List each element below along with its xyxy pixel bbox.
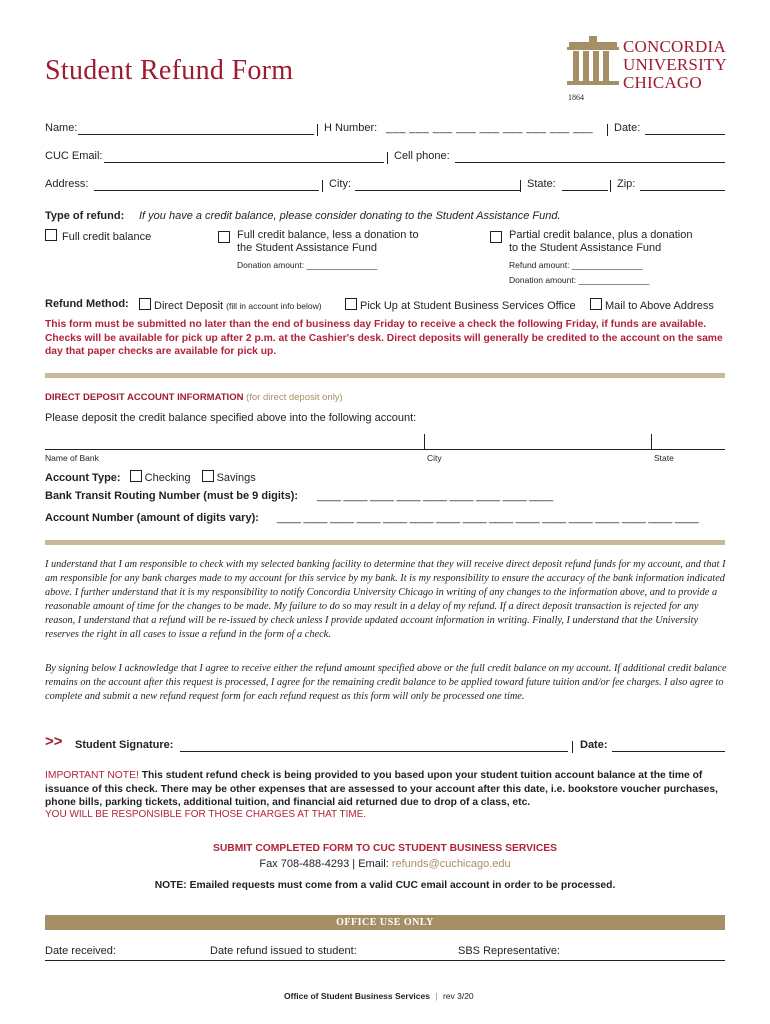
mail-label: Mail to Above Address [605,300,714,312]
submit-email-link[interactable]: refunds@cuchicago.edu [391,858,511,870]
divider [387,152,388,164]
direct-deposit-heading-text: DIRECT DEPOSIT ACCOUNT INFORMATION [45,392,244,403]
bank-info-field[interactable] [45,449,725,450]
zip-field[interactable] [640,190,725,191]
checking-label: Checking [144,472,191,484]
method-mail[interactable] [590,298,714,312]
pickup-label: Pick Up at Student Business Services Office [360,300,576,312]
university-logo [565,36,735,108]
agreement-paragraph-2: By signing below I acknowledge that I agree to receive either the refund amount specified above or the full credit balance on my account. If additional credit balance remains on the account after this request is processed, I agree for the remaining credit balance to be applied toward future tuition and/or fee charges. I also agree to complete and submit a new refund request form for each refund request as this form will only be processed one time. [45,663,727,702]
divider [424,434,425,449]
full-credit-label: Full credit balance [62,231,152,243]
partial-credit-line2: to the Student Assistance Fund [509,242,662,254]
divider [322,180,323,192]
direct-deposit-heading [45,392,343,403]
signature-field[interactable] [180,751,568,752]
address-label: Address: [45,178,89,190]
checking-checkbox[interactable] [130,470,142,482]
account-number-label: Account Number (amount of digits vary): [45,512,259,524]
date-issued-label: Date refund issued to student: [210,945,357,957]
bank-state-label: State [654,453,674,463]
bank-city-label: City [427,453,442,463]
section-divider [45,540,725,545]
name-label: Name: [45,122,78,134]
routing-field[interactable]: ____ ____ ____ ____ ____ ____ ____ ____ ____ [317,490,553,502]
divider [651,434,652,449]
phone-label: Cell phone: [394,150,450,162]
columns-icon [567,36,619,92]
mail-checkbox[interactable] [590,298,602,310]
refund-method-label: Refund Method: [45,298,129,310]
date-label: Date: [614,122,641,134]
account-type-label: Account Type: [45,472,121,484]
signature-date-label: Date: [580,739,608,751]
email-label: CUC Email: [45,150,103,162]
divider [572,741,573,753]
page-title: Student Refund Form [45,55,294,86]
pickup-checkbox[interactable] [345,298,357,310]
submit-fax: Fax 708-488-4293 | Email: [259,858,389,870]
signature-date-field[interactable] [612,751,725,752]
account-type-row [45,470,256,484]
name-field[interactable] [78,134,314,135]
phone-field[interactable] [455,162,725,163]
direct-deposit-heading-note: (for direct deposit only) [246,392,343,403]
important-warning: YOU WILL BE RESPONSIBLE FOR THOSE CHARGES AT THAT TIME. [45,809,367,820]
footer-separator: | [435,991,438,1001]
important-note [45,769,727,810]
partial-credit-checkbox[interactable] [490,231,502,243]
agreement-paragraph-1: I understand that I am responsible to check with my selected banking facility to determine that they will receive direct deposit refund funds for my account, and that I am responsible for any bank charges made to my account for this service by my bank. It is my responsibility to ensure the accuracy of the bank information indicated above. I further understand that it is my responsibility to notify Concordia University Chicago in writing of any changes to the information above, and to provide a reasonable amount of time for the changes to be made. My failure to do so may result in a delay of my refund. If a direct deposit transaction is rejected for any reason, I understand that a refund will be re-issued by check unless I provide updated account information in writing. Finally, I understand that the University reserves the right in all cases to issue a refund in the form of a check. [45,559,726,640]
partial-refund-amount-field[interactable]: Refund amount: _______________ [509,260,643,270]
full-credit-checkbox[interactable] [45,229,57,241]
date-field[interactable] [645,134,725,135]
direct-deposit-checkbox[interactable] [139,298,151,310]
city-label: City: [329,178,351,190]
bank-name-label: Name of Bank [45,453,99,463]
direct-deposit-note: (fill in account info below) [226,301,322,311]
refund-option-less-donation[interactable] [218,229,235,247]
less-donation-line2: the Student Assistance Fund [237,242,378,254]
savings-label: Savings [216,472,256,484]
office-use-field[interactable] [45,960,725,961]
divider [610,180,611,192]
section-divider [45,373,725,378]
address-field[interactable] [94,190,319,191]
less-donation-checkbox[interactable] [218,231,230,243]
refund-type-note: If you have a credit balance, please consider donating to the Student Assistance Fund. [139,210,561,222]
hnumber-field[interactable]: ___ ___ ___ ___ ___ ___ ___ ___ ___ [386,122,594,134]
deadline-notice: This form must be submitted no later than the end of business day Friday to receive a check the following Friday, if funds are available. Checks will be available for pick up after 2 p.m. at the Cashier's desk. Direct deposits will generally be credited to the account on the same day that paper checks are available for pick up. [45,319,723,357]
account-number-field[interactable]: ____ ____ ____ ____ ____ ____ ____ ____ ____ ____ ____ ____ ____ ____ ____ ____ [277,512,699,524]
submit-heading: SUBMIT COMPLETED FORM TO CUC STUDENT BUSINESS SERVICES [212,843,558,854]
logo-year: 1864 [568,93,584,102]
routing-label: Bank Transit Routing Number (must be 9 digits): [45,490,299,502]
direct-deposit-label: Direct Deposit [154,300,224,312]
sbs-rep-label: SBS Representative: [458,945,561,957]
footer-rev: rev 3/20 [442,991,474,1001]
divider [317,124,318,136]
logo-text-line1: CONCORDIA [623,37,726,56]
footer [284,991,474,1001]
signature-label: Student Signature: [75,739,174,751]
method-pickup[interactable] [345,298,576,312]
office-use-heading: OFFICE USE ONLY [45,915,725,930]
less-donation-line1: Full credit balance, less a donation to [237,229,419,241]
important-lead: IMPORTANT NOTE! [45,770,139,781]
less-donation-amount-field[interactable]: Donation amount: _______________ [237,260,378,270]
hnumber-label: H Number: [324,122,378,134]
zip-label: Zip: [617,178,636,190]
partial-credit-line1: Partial credit balance, plus a donation [509,229,693,241]
divider [520,180,521,192]
state-label: State: [527,178,556,190]
email-field[interactable] [104,162,384,163]
logo-text-line2: UNIVERSITY [623,55,727,74]
city-field[interactable] [355,190,520,191]
important-body: This student refund check is being provided to you based upon your student tuition account balance at the time of issuance of this check. There may be other expenses that are assessed to your account after this date, i.e. bookstore voucher purchases, phone bills, parking tickets, additional tuition, and financial aid returned due to drop of a class, etc. [45,770,718,808]
divider [607,124,608,136]
partial-donation-amount-field[interactable]: Donation amount: _______________ [509,275,650,285]
date-received-label: Date received: [45,945,116,957]
refund-type-label: Type of refund: [45,210,125,222]
state-field[interactable] [562,190,608,191]
signature-arrows: >> [45,733,63,750]
method-direct-deposit[interactable] [139,298,322,312]
savings-checkbox[interactable] [202,470,214,482]
submit-contact [45,858,725,870]
submit-note: NOTE: Emailed requests must come from a valid CUC email account in order to be processed. [154,880,616,891]
direct-deposit-intro: Please deposit the credit balance specified above into the following account: [45,412,417,424]
refund-option-partial[interactable] [490,229,507,247]
refund-option-full[interactable] [45,229,151,243]
footer-office: Office of Student Business Services [284,991,430,1001]
logo-text-line3: CHICAGO [623,73,702,92]
